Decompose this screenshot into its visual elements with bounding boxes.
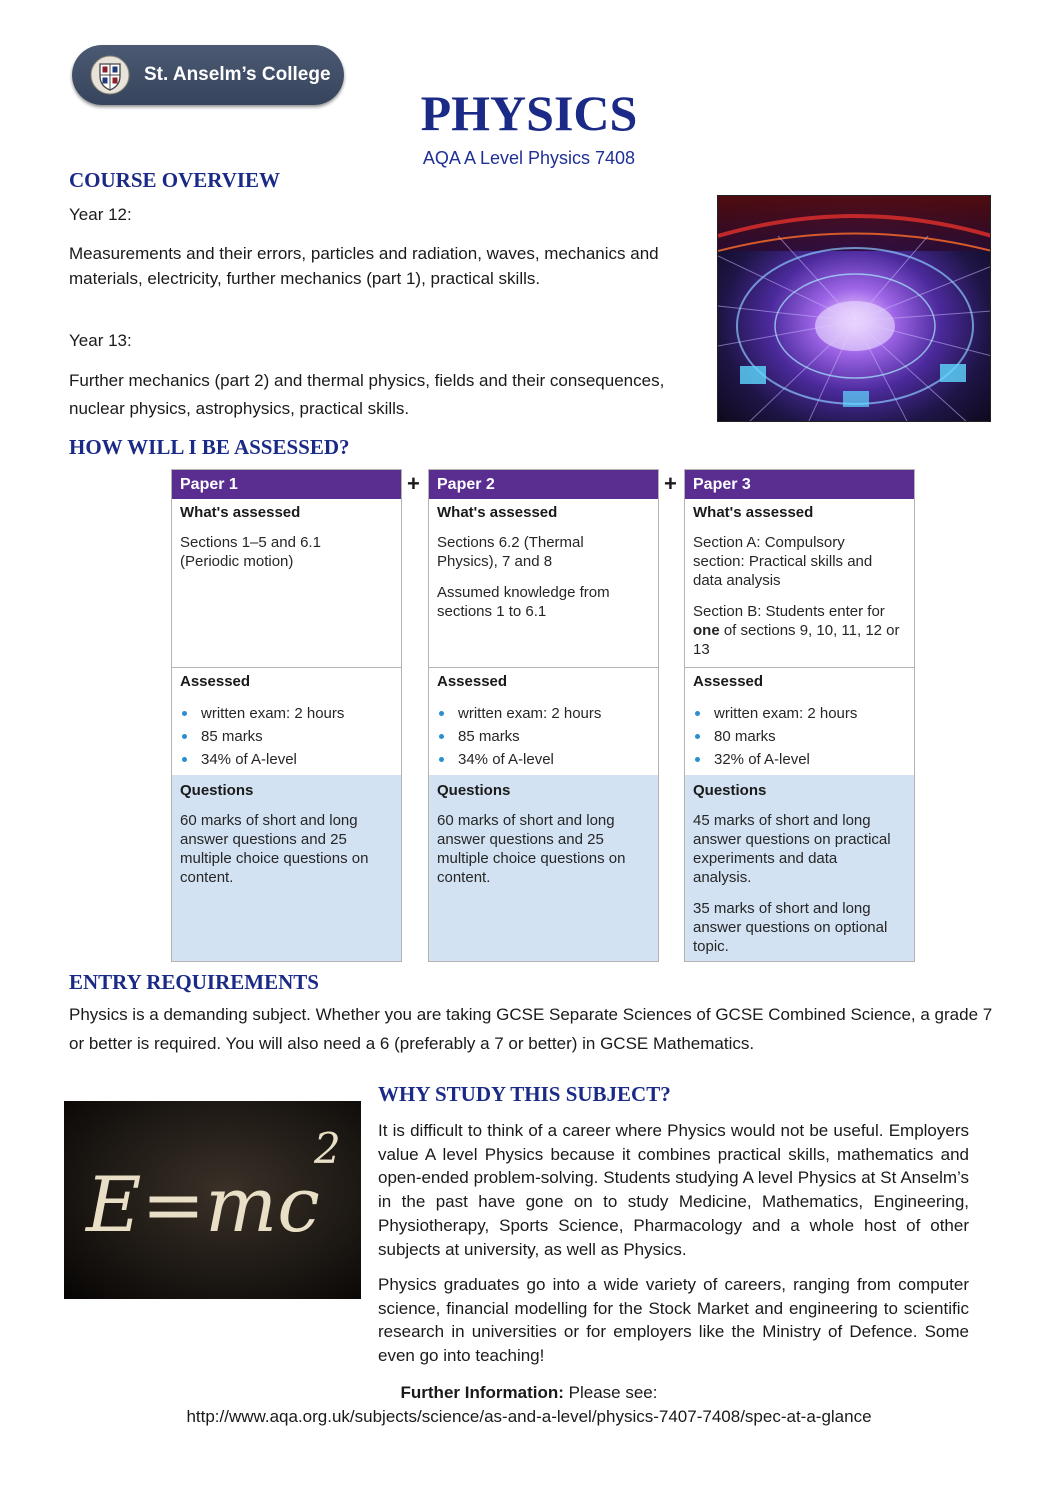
- paper3-assessed-item: 80 marks: [693, 725, 906, 748]
- paper1-assessed: [172, 668, 401, 775]
- paper2-whats-assessed-text: Sections 6.2 (Thermal Physics), 7 and 8: [437, 534, 584, 570]
- equation-exponent: 2: [314, 1124, 341, 1173]
- questions-label: Questions: [437, 782, 511, 799]
- paper2-questions-text: 60 marks of short and long answer questions and 25 multiple choice questions on content.: [437, 812, 626, 886]
- paper1-whats-assessed: [172, 499, 401, 668]
- plasma-machine-image: [718, 196, 991, 422]
- paper3-assessed: [685, 668, 914, 775]
- paper1-questions: [172, 775, 401, 961]
- paper1-header: Paper 1: [172, 470, 401, 499]
- college-name: St. Anselm’s College: [144, 64, 331, 85]
- paper2-assessed-item: written exam: 2 hours: [437, 702, 650, 725]
- plus-symbol: +: [407, 471, 420, 496]
- paper3-assessed-item: 32% of A-level: [693, 748, 906, 771]
- further-information-label: Further Information:: [400, 1383, 564, 1402]
- paper3-column: [684, 469, 915, 962]
- paper1-whats-assessed-text: Sections 1–5 and 6.1 (Periodic motion): [180, 534, 321, 570]
- why-study-paragraph-1: It is difficult to think of a career where Physics would not be useful. Employers value A level Physics because it combines practical skills, mathematics and open-ended problem-solving. Students studying A level Physics at St Anselm’s in the past have gone on to study Medicine, Mathematics, Engineering, Physiotherapy, Sports Science, Pharmacology and a whole host of other subjects at university, as well as Physics.: [378, 1121, 969, 1259]
- paper3-questions: [685, 775, 914, 961]
- paper1-assessed-item: 85 marks: [180, 725, 393, 748]
- paper1-assessed-item: 34% of A-level: [180, 748, 393, 771]
- whats-assessed-label: What's assessed: [693, 504, 814, 521]
- assessed-label: Assessed: [437, 673, 508, 690]
- year13-label: Year 13:: [69, 331, 132, 350]
- year12-label: Year 12:: [69, 205, 132, 224]
- paper3-section-b-suffix: of sections 9, 10, 11, 12 or 13: [693, 622, 900, 658]
- entry-requirements-text: Physics is a demanding subject. Whether you are taking GCSE Separate Sciences of GCSE Combined Science, a grade 7 or better is required. You will also need a 6 (preferably a 7 or better) in GCSE Mathematics.: [69, 1005, 993, 1053]
- paper3-assessed-item: written exam: 2 hours: [693, 702, 906, 725]
- page-subtitle: AQA A Level Physics 7408: [422, 148, 636, 168]
- paper3-whats-assessed-text: Section A: Compulsory section: Practical skills and data analysis: [693, 534, 873, 589]
- assessed-label: Assessed: [693, 673, 764, 690]
- paper2-assessed: [429, 668, 658, 775]
- whats-assessed-label: What's assessed: [437, 504, 558, 521]
- page-title: PHYSICS: [420, 85, 638, 141]
- paper2-whats-assessed: [429, 499, 658, 668]
- paper2-column: [428, 469, 659, 962]
- equation-photo: [64, 1101, 361, 1299]
- paper2-header: Paper 2: [429, 470, 658, 499]
- why-study-paragraph-2: Physics graduates go into a wide variety of careers, ranging from computer science, financial modelling for the Stock Market and engineering to scientific research in universities or for employers like the Ministry of Defence. Some even go into teaching!: [378, 1275, 969, 1366]
- paper3-questions-text: 45 marks of short and long answer questions on practical experiments and data analysis.: [693, 812, 891, 886]
- assessed-label: Assessed: [180, 673, 251, 690]
- paper1-questions-text: 60 marks of short and long answer questions and 25 multiple choice questions on content.: [180, 812, 369, 886]
- why-study-heading: WHY STUDY THIS SUBJECT?: [378, 1082, 671, 1106]
- paper3-header: Paper 3: [685, 470, 914, 499]
- paper2-assessed-item: 85 marks: [437, 725, 650, 748]
- paper3-section-b-prefix: Section B: Students enter for: [693, 603, 885, 620]
- paper3-section-b-bold: one: [693, 622, 720, 639]
- further-information: [0, 1383, 1058, 1403]
- paper2-questions: [429, 775, 658, 961]
- further-information-text: Please see:: [563, 1383, 658, 1402]
- course-overview-heading: COURSE OVERVIEW: [69, 168, 281, 192]
- whats-assessed-label: What's assessed: [180, 504, 301, 521]
- paper1-assessed-item: written exam: 2 hours: [180, 702, 393, 725]
- further-information-link[interactable]: http://www.aqa.org.uk/subjects/science/as-and-a-level/physics-7407-7408/spec-at-a-glance: [186, 1407, 872, 1426]
- paper3-questions-text: 35 marks of short and long answer questions on optional topic.: [693, 900, 888, 955]
- paper3-whats-assessed: [685, 499, 914, 668]
- plus-symbol: +: [664, 471, 677, 496]
- paper3-section-b-text: [693, 602, 908, 659]
- questions-label: Questions: [180, 782, 254, 799]
- assessment-heading: HOW WILL I BE ASSESSED?: [69, 435, 350, 459]
- paper2-assessed-item: 34% of A-level: [437, 748, 650, 771]
- entry-requirements-heading: ENTRY REQUIREMENTS: [69, 970, 319, 994]
- plasma-machine-photo: [717, 195, 991, 422]
- equation-formula: E=mc: [86, 1160, 320, 1249]
- paper1-column: [171, 469, 402, 962]
- year13-text: Further mechanics (part 2) and thermal physics, fields and their consequences, nuclear physics, astrophysics, practical skills.: [69, 371, 665, 418]
- year12-text: Measurements and their errors, particles and radiation, waves, mechanics and materials, electricity, further mechanics (part 1), practical skills.: [69, 244, 659, 288]
- paper2-whats-assessed-text: Assumed knowledge from sections 1 to 6.1: [437, 584, 610, 620]
- equation-image: [64, 1101, 361, 1299]
- questions-label: Questions: [693, 782, 767, 799]
